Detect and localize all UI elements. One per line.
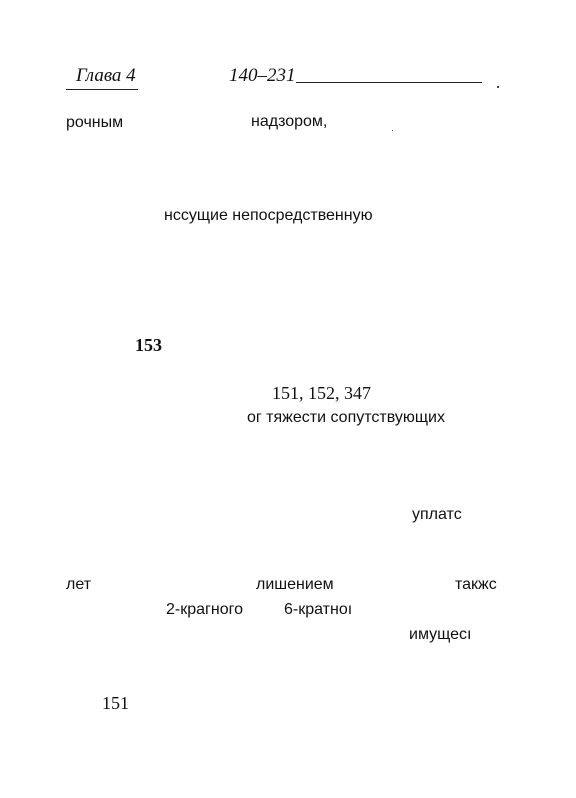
text-fragment-property: имущесı [409, 626, 472, 643]
speck [497, 86, 499, 88]
text-fragment-years: лет [66, 576, 92, 593]
article-references: 151, 152, 347 [272, 383, 371, 403]
text-fragment-3: нссущие непосредственную [164, 207, 373, 224]
text-fragment-severity: ог тяжести сопутствующих [247, 409, 445, 426]
text-fragment-double: 2-крагного [166, 601, 243, 618]
header-rule [296, 82, 482, 83]
text-fragment-sixfold: 6-кратноı [284, 601, 353, 618]
chapter-underline [66, 89, 138, 90]
article-range: 140–231 [229, 65, 296, 86]
text-fragment-2: надзором, [251, 113, 328, 130]
text-fragment-payment: уплатс [412, 506, 462, 523]
text-fragment-also: такжс [455, 576, 497, 593]
text-fragment-deprivation: лишением [256, 576, 334, 593]
speck [392, 130, 393, 131]
text-fragment-1: рочным [66, 114, 124, 131]
article-number-153: 153 [135, 335, 162, 355]
chapter-heading: Глава 4 [76, 65, 136, 86]
article-number-151: 151 [102, 693, 129, 713]
